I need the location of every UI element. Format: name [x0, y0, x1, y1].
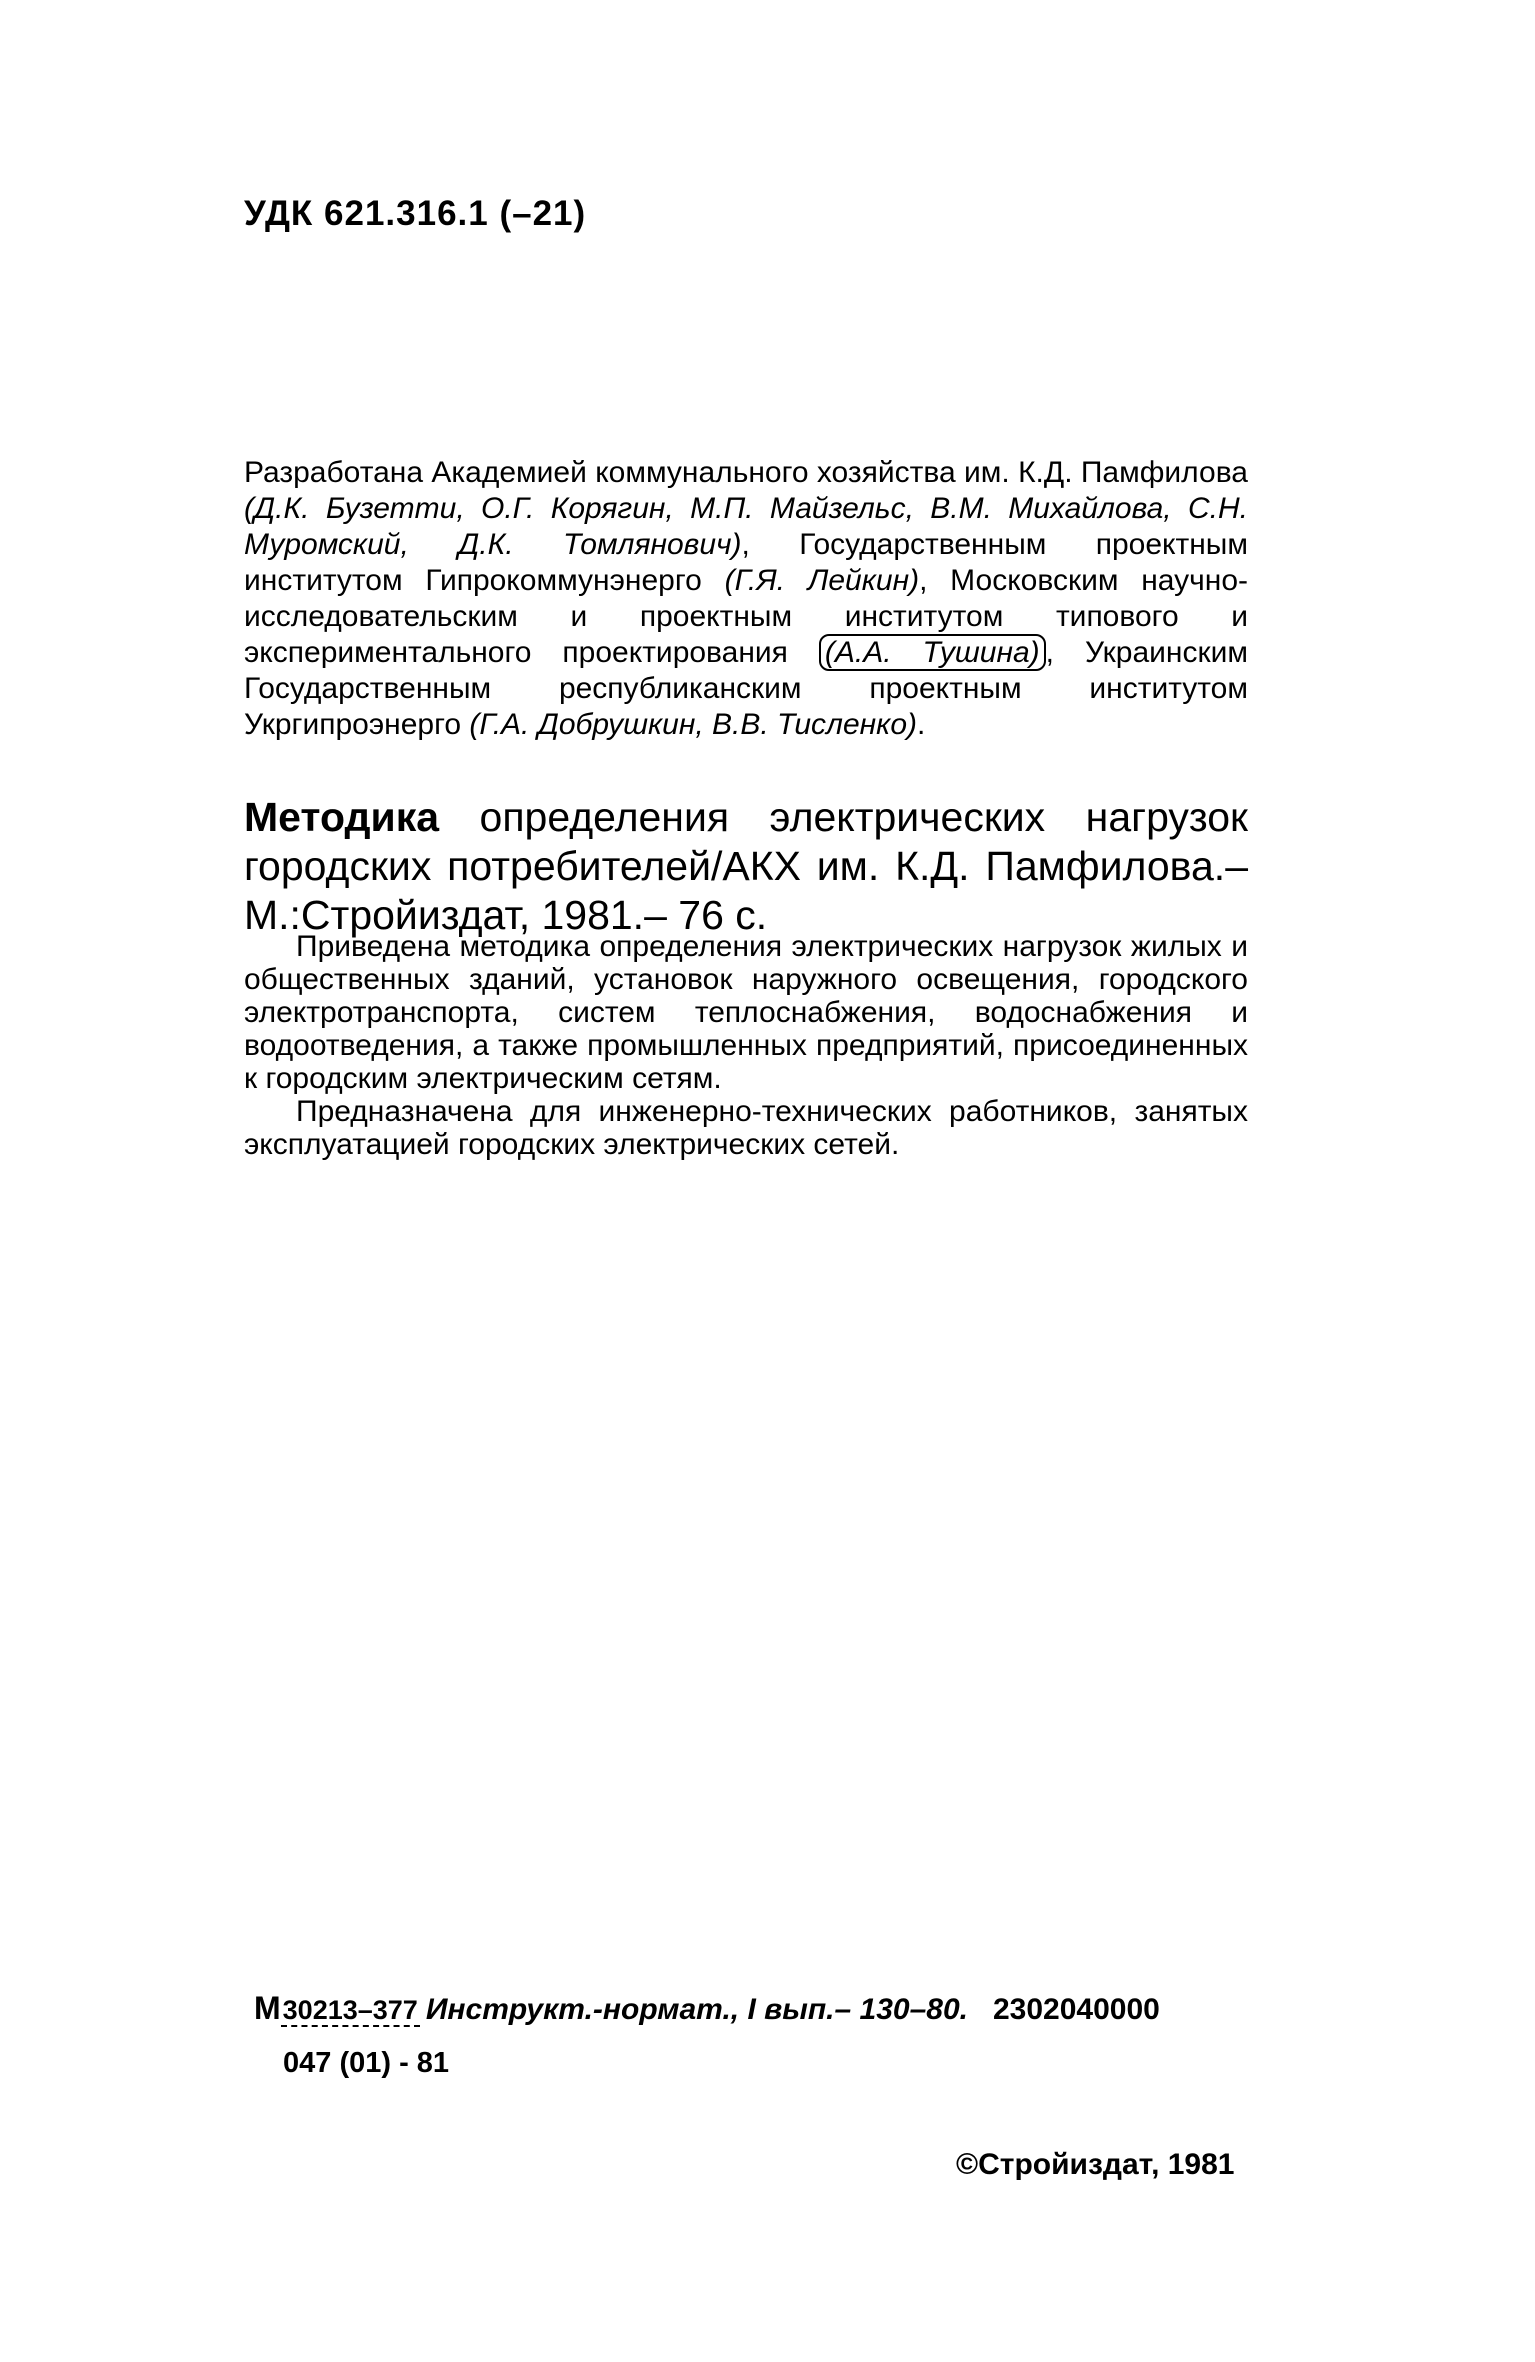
- developers-text-5: .: [917, 708, 926, 741]
- developers-authors-mniitep: (А.А. Тушина): [819, 634, 1046, 671]
- abstract-paragraph-1: Приведена методика определения электрических нагрузок жилых и общественных зданий, установок наружного освещения, городского электротранспорта, систем теплоснабжения, водоснабжения и водоотведения, а также промышленных предприятий, присоединенных к городским электрическим сетям.: [244, 930, 1248, 1095]
- developers-authors-akx: (Д.К. Бузетти, О.Г. Корягин, М.П. Майзельс, В.М. Михайлова, С.Н. Муромский, Д.К. Томлянович): [244, 492, 1248, 561]
- catalog-denominator: 047 (01) - 81: [283, 2047, 450, 2079]
- developers-authors-gipro: (Г.Я. Лейкин): [724, 564, 920, 597]
- copyright: ©Стройиздат, 1981: [956, 2148, 1235, 2181]
- catalog-info-text: Инструкт.-нормат., I вып.– 130–80.: [425, 1993, 968, 2026]
- developers-text-4: , Украинским Государственным республиканским проектным институтом Укргипроэнерго: [244, 636, 1248, 741]
- abstract-paragraph-2: Предназначена для инженерно-технических работников, занятых эксплуатацией городских электрических сетей.: [244, 1095, 1248, 1161]
- developers-intro: Разработана Академией коммунального хозяйства им. К.Д. Памфилова: [244, 456, 1248, 489]
- catalog-info: [426, 1993, 1160, 2027]
- developers-text-3: , Московским научно-исследовательским и проектным институтом типового и экспериментального проектирования: [244, 564, 1248, 669]
- developers-paragraph: [244, 455, 1248, 743]
- catalog-numerator: 30213–377: [282, 1995, 418, 2025]
- developers-text-2: , Государственным проектным институтом Гипрокоммунэнерго: [244, 528, 1248, 597]
- catalog-letter: М: [254, 1990, 281, 2026]
- title-rest: определения электрических нагрузок городских потребителей/АКХ им. К.Д. Памфилова.– М.:Стройиздат, 1981.– 76 с.: [244, 794, 1248, 938]
- developers-authors-ukr: (Г.А. Добрушкин, В.В. Тисленко): [469, 708, 918, 741]
- catalog-code: 2302040000: [993, 1993, 1160, 2026]
- abstract: [244, 930, 1248, 1161]
- bibliographic-title: [244, 793, 1248, 940]
- title-bold-word: Методика: [244, 794, 440, 840]
- udk-code: УДК 621.316.1 (–21): [244, 194, 587, 233]
